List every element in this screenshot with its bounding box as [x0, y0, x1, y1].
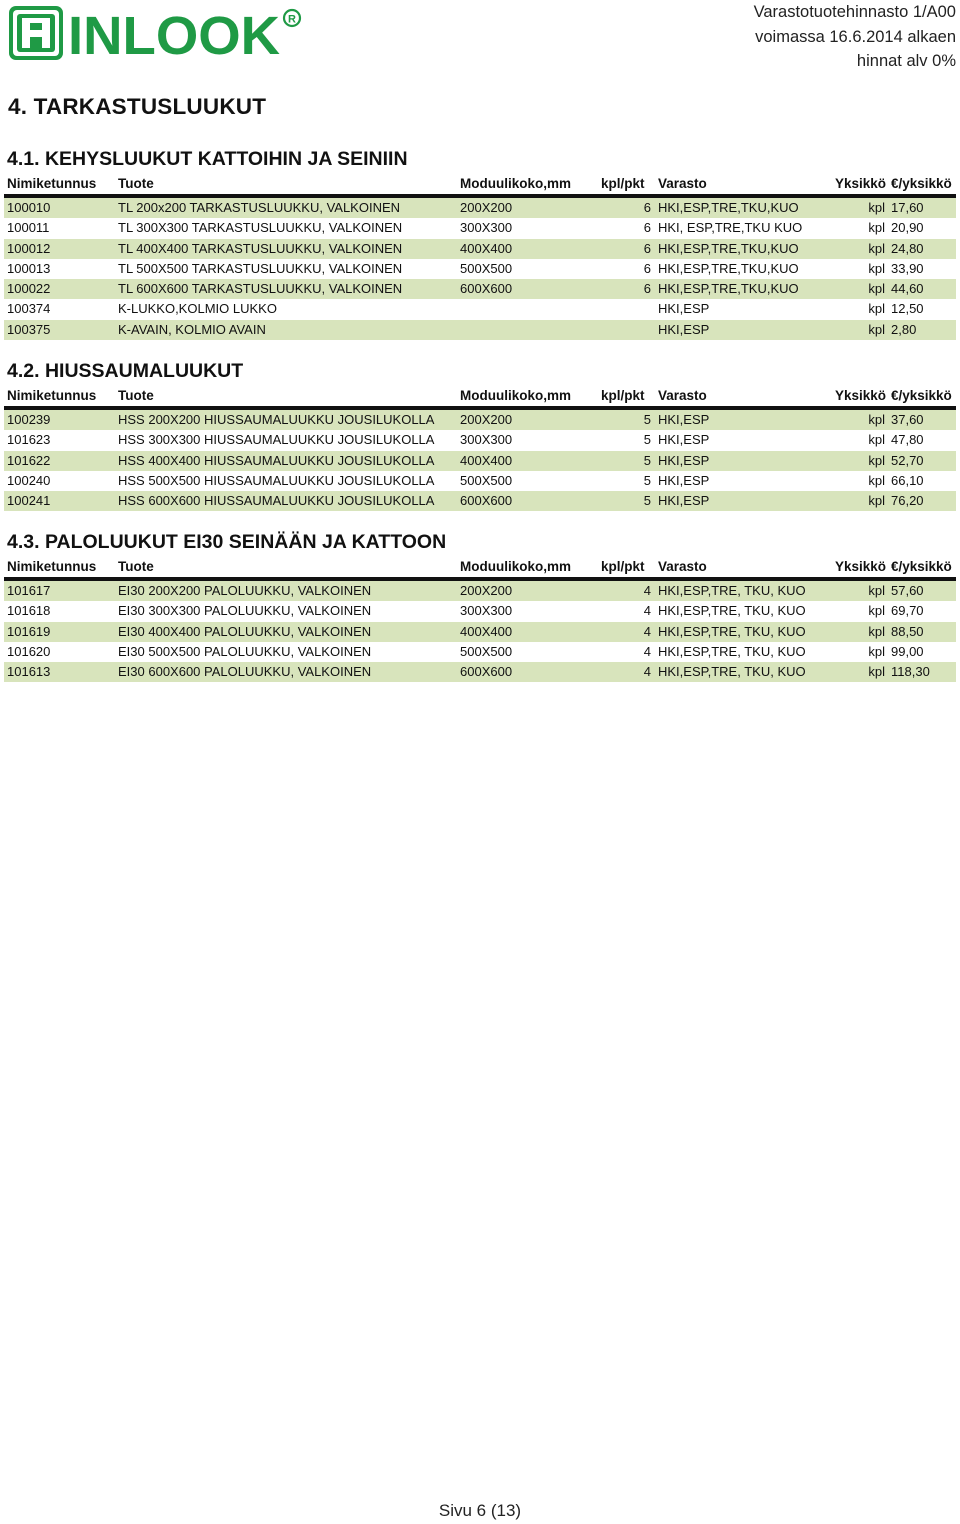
col-size: 200X200 — [460, 412, 513, 427]
header-col-unit: Yksikkö — [835, 388, 887, 403]
col-price: 69,70 — [891, 603, 924, 619]
col-pack-qty: 5 — [643, 432, 651, 448]
col-price: 37,60 — [891, 412, 924, 427]
table-row — [4, 451, 956, 471]
col-code: 101617 — [7, 583, 51, 598]
col-code: 100022 — [7, 281, 51, 297]
table-row — [4, 430, 956, 450]
inlook-logo — [8, 4, 302, 62]
col-stock: HKI,ESP,TRE, TKU, KUO — [658, 603, 806, 619]
col-pack-qty: 4 — [643, 603, 651, 619]
col-pack-qty: 5 — [643, 493, 651, 509]
col-unit: kpl — [868, 281, 885, 297]
col-size: 400X400 — [460, 240, 513, 256]
col-pack-qty: 6 — [643, 281, 651, 297]
header-col-unit: Yksikkö — [835, 559, 887, 574]
col-size: 200X200 — [460, 583, 513, 598]
header-col-stock: Varasto — [658, 176, 707, 191]
col-product: HSS 600X600 HIUSSAUMALUUKKU JOUSILUKOLLA — [118, 493, 435, 509]
col-unit: kpl — [868, 220, 885, 236]
col-size: 600X600 — [460, 281, 513, 297]
col-unit: kpl — [868, 493, 885, 509]
col-code: 100239 — [7, 412, 51, 427]
col-stock: HKI,ESP,TRE, TKU, KUO — [658, 623, 806, 639]
header-col-pack-qty: kpl/pkt — [601, 559, 645, 574]
col-unit: kpl — [868, 200, 885, 215]
col-code: 100375 — [7, 321, 51, 337]
col-code: 100011 — [7, 220, 50, 236]
table-row — [4, 622, 956, 642]
col-unit: kpl — [868, 432, 885, 448]
table-row — [4, 279, 956, 299]
col-size: 300X300 — [460, 220, 513, 236]
col-price: 24,80 — [891, 240, 924, 256]
meta-line-2: voimassa 16.6.2014 alkaen — [755, 27, 956, 46]
col-size: 500X500 — [460, 472, 513, 488]
col-stock: HKI,ESP — [658, 412, 710, 427]
col-stock: HKI,ESP,TRE,TKU,KUO — [658, 200, 799, 215]
col-pack-qty: 5 — [643, 452, 651, 468]
col-pack-qty: 5 — [643, 412, 651, 427]
col-price: 66,10 — [891, 472, 924, 488]
col-price: 33,90 — [891, 260, 924, 276]
col-product: TL 600X600 TARKASTUSLUUKKU, VALKOINEN — [118, 281, 403, 297]
col-pack-qty: 4 — [643, 623, 651, 639]
col-size: 300X300 — [460, 603, 513, 619]
col-product: HSS 200X200 HIUSSAUMALUUKKU JOUSILUKOLLA — [118, 412, 435, 427]
col-pack-qty: 6 — [643, 240, 651, 256]
col-code: 100013 — [7, 260, 51, 276]
col-stock: HKI,ESP,TRE, TKU, KUO — [658, 664, 806, 680]
meta-line-1: Varastotuotehinnasto 1/A00 — [753, 3, 956, 21]
header-col-product: Tuote — [118, 176, 154, 191]
col-unit: kpl — [868, 603, 885, 619]
col-pack-qty: 4 — [643, 583, 651, 598]
header-col-price: €/yksikkö — [891, 388, 952, 403]
col-stock: HKI,ESP — [658, 301, 710, 317]
header-col-stock: Varasto — [658, 388, 707, 403]
col-pack-qty: 6 — [643, 220, 651, 236]
header-col-price: €/yksikkö — [891, 559, 952, 574]
col-stock: HKI,ESP — [658, 472, 710, 488]
svg-text:R: R — [288, 13, 296, 26]
col-stock: HKI,ESP — [658, 493, 710, 509]
col-product: EI30 200X200 PALOLUUKKU, VALKOINEN — [118, 583, 372, 598]
section-title: 4.3. PALOLUUKUT EI30 SEINÄÄN JA KATTOON — [7, 531, 447, 553]
col-code: 101620 — [7, 643, 51, 659]
col-stock: HKI,ESP,TRE,TKU,KUO — [658, 240, 799, 256]
table-row — [4, 299, 956, 319]
table-header — [4, 557, 956, 581]
col-code: 100012 — [7, 240, 51, 256]
header-col-pack-qty: kpl/pkt — [601, 388, 645, 403]
chapter-title: 4. TARKASTUSLUUKUT — [8, 94, 267, 119]
col-product: EI30 500X500 PALOLUUKKU, VALKOINEN — [118, 643, 372, 659]
col-stock: HKI, ESP,TRE,TKU KUO — [658, 220, 803, 236]
table-row — [4, 662, 956, 682]
header-col-product: Tuote — [118, 388, 154, 403]
col-product: TL 500X500 TARKASTUSLUUKKU, VALKOINEN — [118, 260, 403, 276]
header-col-code: Nimiketunnus — [7, 176, 97, 191]
col-code: 101618 — [7, 603, 51, 619]
table-body — [4, 581, 956, 682]
table-header — [4, 174, 956, 198]
table-row — [4, 239, 956, 259]
col-stock: HKI,ESP,TRE, TKU, KUO — [658, 643, 806, 659]
col-stock: HKI,ESP — [658, 452, 710, 468]
header-col-unit: Yksikkö — [835, 176, 887, 191]
col-pack-qty: 6 — [643, 260, 651, 276]
header-col-stock: Varasto — [658, 559, 707, 574]
header-col-size: Moduulikoko,mm — [460, 176, 571, 191]
col-size: 400X400 — [460, 623, 513, 639]
col-pack-qty: 4 — [643, 643, 651, 659]
header-col-pack-qty: kpl/pkt — [601, 176, 645, 191]
table-row — [4, 491, 956, 511]
col-product: HSS 400X400 HIUSSAUMALUUKKU JOUSILUKOLLA — [118, 452, 435, 468]
col-stock: HKI,ESP,TRE,TKU,KUO — [658, 281, 799, 297]
document-meta — [754, 0, 956, 74]
col-unit: kpl — [868, 301, 885, 317]
col-product: EI30 400X400 PALOLUUKKU, VALKOINEN — [118, 623, 372, 639]
table-row — [4, 198, 956, 218]
table-row — [4, 410, 956, 430]
col-price: 12,50 — [891, 301, 924, 317]
col-price: 17,60 — [891, 200, 924, 215]
col-product: EI30 300X300 PALOLUUKKU, VALKOINEN — [118, 603, 372, 619]
col-stock: HKI,ESP,TRE,TKU,KUO — [658, 260, 799, 276]
header-col-code: Nimiketunnus — [7, 559, 97, 574]
section-title: 4.2. HIUSSAUMALUUKUT — [7, 360, 244, 382]
table-body — [4, 410, 956, 511]
col-unit: kpl — [868, 452, 885, 468]
page-number: Sivu 6 (13) — [438, 1501, 522, 1520]
col-price: 52,70 — [891, 452, 924, 468]
col-unit: kpl — [868, 623, 885, 639]
col-pack-qty: 5 — [643, 472, 651, 488]
col-price: 76,20 — [891, 493, 924, 509]
table-row — [4, 471, 956, 491]
table-row — [4, 320, 956, 340]
col-price: 88,50 — [891, 623, 924, 639]
col-stock: HKI,ESP — [658, 432, 710, 448]
col-code: 101623 — [7, 432, 51, 448]
col-product: EI30 600X600 PALOLUUKKU, VALKOINEN — [118, 664, 372, 680]
table-header — [4, 386, 956, 410]
col-price: 20,90 — [891, 220, 924, 236]
col-product: TL 300X300 TARKASTUSLUUKKU, VALKOINEN — [118, 220, 403, 236]
col-unit: kpl — [868, 260, 885, 276]
logo-wordmark: INLOOK — [68, 6, 280, 62]
col-size: 200X200 — [460, 200, 513, 215]
col-unit: kpl — [868, 643, 885, 659]
col-size: 600X600 — [460, 493, 513, 509]
col-price: 118,30 — [891, 664, 930, 680]
col-product: HSS 500X500 HIUSSAUMALUUKKU JOUSILUKOLLA — [118, 472, 435, 488]
col-product: K-AVAIN, KOLMIO AVAIN — [118, 321, 266, 337]
header-col-product: Tuote — [118, 559, 154, 574]
col-price: 57,60 — [891, 583, 924, 598]
col-stock: HKI,ESP — [658, 321, 710, 337]
header-col-size: Moduulikoko,mm — [460, 388, 571, 403]
table-body — [4, 198, 956, 340]
col-unit: kpl — [868, 583, 885, 598]
col-product: K-LUKKO,KOLMIO LUKKO — [118, 301, 277, 317]
col-code: 100241 — [7, 493, 51, 509]
col-product: TL 400X400 TARKASTUSLUUKKU, VALKOINEN — [118, 240, 403, 256]
col-price: 47,80 — [891, 432, 924, 448]
col-product: HSS 300X300 HIUSSAUMALUUKKU JOUSILUKOLLA — [118, 432, 435, 448]
table-row — [4, 581, 956, 601]
header-col-price: €/yksikkö — [891, 176, 952, 191]
col-size: 300X300 — [460, 432, 513, 448]
col-code: 101619 — [7, 623, 51, 639]
col-code: 101613 — [7, 664, 51, 680]
table-row — [4, 601, 956, 621]
col-unit: kpl — [868, 240, 885, 256]
col-size: 600X600 — [460, 664, 513, 680]
col-unit: kpl — [868, 321, 885, 337]
table-row — [4, 642, 956, 662]
col-stock: HKI,ESP,TRE, TKU, KUO — [658, 583, 806, 598]
col-product: TL 200x200 TARKASTUSLUUKKU, VALKOINEN — [118, 200, 401, 215]
col-unit: kpl — [868, 412, 885, 427]
col-code: 100374 — [7, 301, 51, 317]
col-size: 500X500 — [460, 643, 513, 659]
col-code: 100240 — [7, 472, 51, 488]
col-size: 500X500 — [460, 260, 513, 276]
col-unit: kpl — [868, 472, 885, 488]
table-row — [4, 259, 956, 279]
table-row — [4, 218, 956, 238]
header-col-size: Moduulikoko,mm — [460, 559, 571, 574]
col-price: 99,00 — [891, 643, 924, 659]
section-title: 4.1. KEHYSLUUKUT KATTOIHIN JA SEINIIN — [7, 148, 408, 170]
col-size: 400X400 — [460, 452, 513, 468]
col-code: 100010 — [7, 200, 51, 215]
col-pack-qty: 4 — [643, 664, 651, 680]
col-unit: kpl — [868, 664, 885, 680]
col-code: 101622 — [7, 452, 51, 468]
col-price: 44,60 — [891, 281, 924, 297]
col-pack-qty: 6 — [643, 200, 651, 215]
col-price: 2,80 — [891, 321, 917, 337]
header-col-code: Nimiketunnus — [7, 388, 97, 403]
meta-line-3: hinnat alv 0% — [856, 52, 956, 70]
